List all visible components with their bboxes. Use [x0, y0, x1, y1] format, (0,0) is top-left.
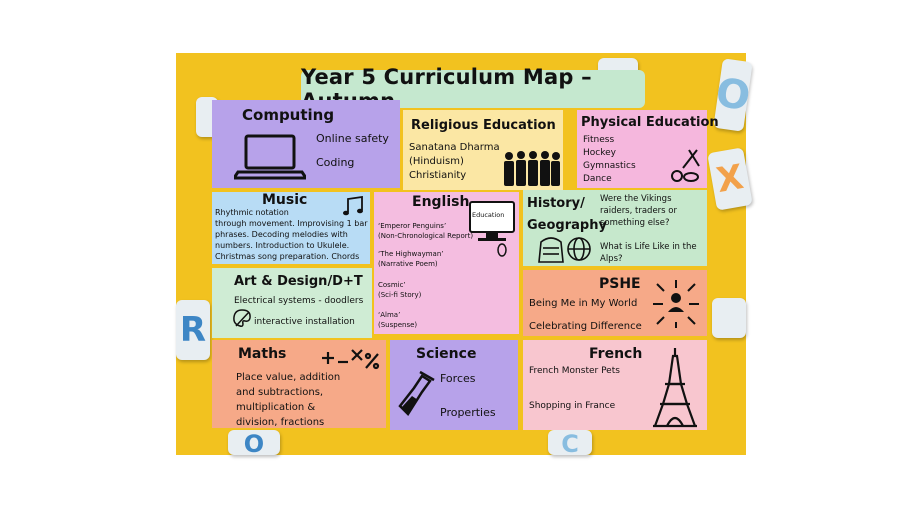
computing-item: Coding — [316, 156, 355, 169]
letter-tile: O — [713, 58, 752, 131]
history-geography-card — [523, 190, 707, 266]
english-item: (Non-Chronological Report) — [378, 232, 474, 240]
maths-card — [212, 340, 386, 428]
maths-line: and subtractions, — [236, 387, 324, 398]
computing-card — [212, 100, 400, 188]
math-symbols-icon — [320, 346, 382, 372]
french-item: Shopping in France — [529, 401, 616, 411]
flask-icon — [398, 370, 438, 416]
letter-tile: C — [548, 430, 592, 455]
pshe-item: Being Me in My World — [529, 298, 638, 309]
science-item: Properties — [440, 406, 496, 419]
english-item: (Narrative Poem) — [378, 260, 438, 268]
art-dt-card — [212, 268, 372, 338]
religious-education-card — [403, 110, 563, 190]
pe-item: Hockey — [583, 148, 616, 158]
geography-heading: Geography — [527, 218, 607, 233]
music-line: Rhythmic notation — [215, 208, 289, 217]
pharaoh-globe-icon — [533, 236, 595, 264]
monitor-label: Education — [472, 211, 505, 219]
page-title: Year 5 Curriculum Map – — [301, 70, 645, 108]
palette-icon — [232, 308, 252, 328]
pe-item: Fitness — [583, 135, 615, 145]
english-item: (Suspense) — [378, 321, 418, 329]
person-arrows-icon — [651, 278, 701, 330]
english-item: Cosmic’ — [378, 281, 406, 289]
blank-tile — [712, 298, 746, 338]
english-heading: English — [412, 194, 470, 210]
english-card — [374, 192, 519, 334]
maths-line: Place value, addition — [236, 372, 341, 383]
re-item: Christianity — [409, 170, 467, 181]
letter-tile: X — [707, 147, 753, 210]
sports-equipment-icon — [669, 146, 703, 184]
maths-heading: Maths — [238, 346, 287, 362]
re-heading: Religious Education — [411, 118, 556, 133]
art-item: interactive installation — [254, 317, 355, 327]
music-line: through movement. Improvising 1 bar — [215, 219, 368, 228]
pshe-item: Celebrating Difference — [529, 321, 642, 332]
english-item: ‘The Highwayman’ — [378, 250, 444, 258]
pe-heading: Physical Education — [581, 115, 719, 130]
science-item: Forces — [440, 372, 476, 385]
art-heading: Art & Design/D+T — [234, 274, 363, 289]
science-heading: Science — [416, 346, 477, 362]
french-card — [523, 340, 707, 430]
history-question: something else? — [600, 218, 670, 228]
music-line: phrases. Decoding melodies with — [215, 230, 348, 239]
eiffel-tower-icon — [651, 348, 699, 428]
pshe-heading: PSHE — [599, 276, 641, 292]
french-heading: French — [589, 346, 643, 362]
maths-line: multiplication & — [236, 402, 316, 413]
french-item: French Monster Pets — [529, 366, 620, 376]
pe-item: Dance — [583, 174, 612, 184]
re-item: (Hinduism) — [409, 156, 464, 167]
pe-item: Gymnastics — [583, 161, 636, 171]
geography-question: Alps? — [600, 254, 623, 264]
laptop-icon — [234, 132, 306, 182]
geography-question: What is Life Like in the — [600, 242, 697, 252]
music-notes-icon — [342, 196, 366, 218]
english-item: ‘Emperor Penguins’ — [378, 222, 447, 230]
music-heading: Music — [262, 192, 308, 208]
science-card — [390, 340, 518, 430]
physical-education-card — [577, 110, 719, 188]
music-line: Christmas song preparation. Chords — [215, 252, 360, 261]
letter-tile: R — [176, 300, 210, 360]
letter-tile: O — [228, 430, 280, 455]
computing-item: Online safety — [316, 132, 389, 145]
english-item: ‘Alma’ — [378, 311, 401, 319]
history-heading: History/ — [527, 196, 585, 211]
art-item: Electrical systems - doodlers — [234, 296, 364, 306]
people-group-icon — [501, 150, 561, 188]
computing-heading: Computing — [242, 106, 335, 124]
pshe-card — [523, 270, 707, 336]
music-line: numbers. Introduction to Ukulele. — [215, 241, 350, 250]
maths-line: division, fractions — [236, 417, 325, 428]
english-item: (Sci-fi Story) — [378, 291, 422, 299]
history-question: Were the Vikings — [600, 194, 672, 204]
history-question: raiders, traders or — [600, 206, 677, 216]
computer-icon — [468, 200, 518, 260]
music-card — [212, 192, 370, 264]
re-item: Sanatana Dharma — [409, 142, 500, 153]
